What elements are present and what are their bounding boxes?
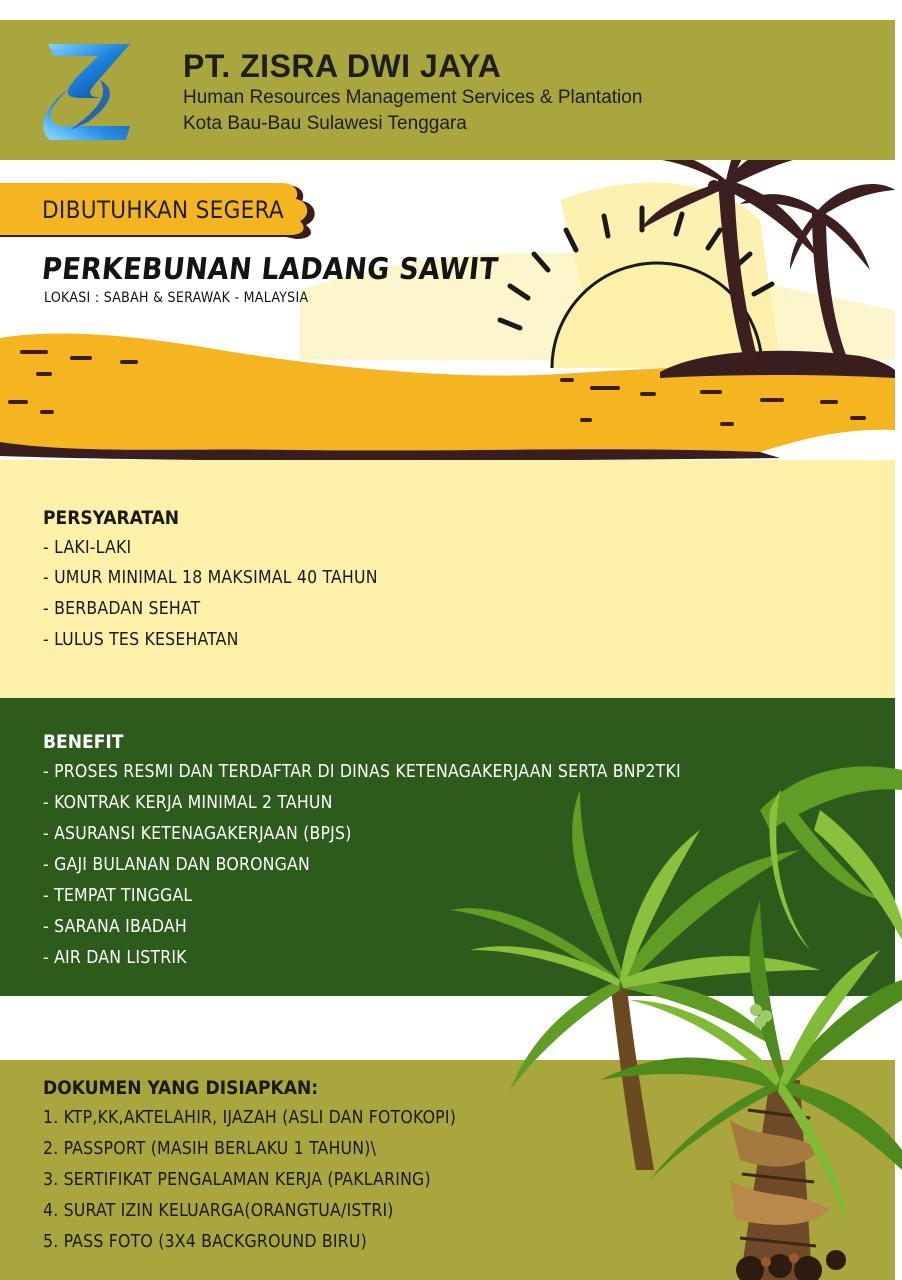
oil-palm-illustration xyxy=(440,750,902,1280)
benefit-item: - PROSES RESMI DAN TERDAFTAR DI DINAS KETENAGAKERJAAN SERTA BNP2TKI xyxy=(43,762,681,782)
requirement-item: - BERBADAN SEHAT xyxy=(43,599,201,619)
requirement-item: - LAKI-LAKI xyxy=(43,538,132,558)
documents-title: DOKUMEN YANG DISIAPKAN: xyxy=(43,1077,319,1099)
benefit-item: - SARANA IBADAH xyxy=(43,917,187,937)
benefit-item: - AIR DAN LISTRIK xyxy=(43,948,187,968)
document-item: 1. KTP,KK,AKTELAHIR, IJAZAH (ASLI DAN FOTOKOPI) xyxy=(43,1108,457,1128)
company-tagline: Human Resources Management Services & Plantation xyxy=(183,87,643,108)
urgent-badge-text: DIBUTUHKAN SEGERA xyxy=(42,196,284,224)
job-title: PERKEBUNAN LADANG SAWIT xyxy=(40,252,500,287)
requirement-item: - UMUR MINIMAL 18 MAKSIMAL 40 TAHUN xyxy=(43,568,378,588)
benefit-title: BENEFIT xyxy=(43,731,124,753)
document-item: 4. SURAT IZIN KELUARGA(ORANGTUA/ISTRI) xyxy=(43,1201,394,1221)
company-location: Kota Bau-Bau Sulawesi Tenggara xyxy=(183,113,467,134)
requirements-section xyxy=(0,460,895,698)
benefit-item: - ASURANSI KETENAGAKERJAAN (BPJS) xyxy=(43,824,352,844)
company-name: PT. ZISRA DWI JAYA xyxy=(183,48,502,84)
document-item: 2. PASSPORT (MASIH BERLAKU 1 TAHUN)\ xyxy=(43,1139,377,1159)
requirements-title: PERSYARATAN xyxy=(43,507,180,529)
job-location: LOKASI : SABAH & SERAWAK - MALAYSIA xyxy=(44,290,309,306)
document-item: 5. PASS FOTO (3X4 BACKGROUND BIRU) xyxy=(43,1232,367,1252)
company-logo-icon xyxy=(40,40,135,145)
benefit-item: - KONTRAK KERJA MINIMAL 2 TAHUN xyxy=(43,793,333,813)
benefit-item: - TEMPAT TINGGAL xyxy=(43,886,193,906)
requirement-item: - LULUS TES KESEHATAN xyxy=(43,630,239,650)
benefit-item: - GAJI BULANAN DAN BORONGAN xyxy=(43,855,310,875)
document-item: 3. SERTIFIKAT PENGALAMAN KERJA (PAKLARING) xyxy=(43,1170,431,1190)
